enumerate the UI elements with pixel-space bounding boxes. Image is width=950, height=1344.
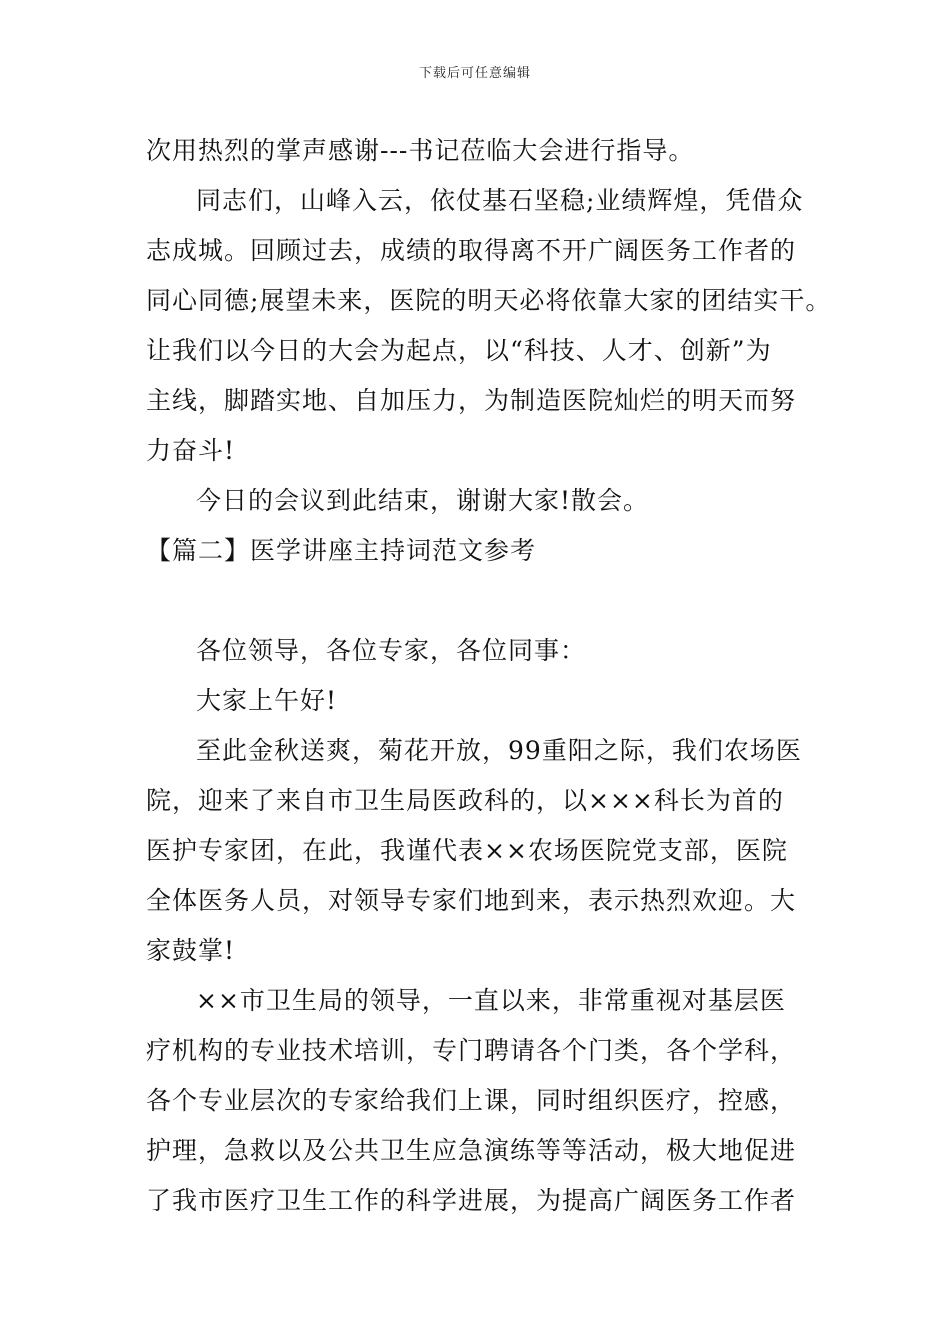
paragraph-line: 力奋斗!: [146, 436, 236, 465]
section-heading: 【篇二】医学讲座主持词范文参考: [146, 536, 537, 565]
paragraph-line: 各位领导，各位专家，各位同事：: [196, 636, 587, 665]
paragraph-line: 志成城。回顾过去，成绩的取得离不开广阔医务工作者的: [146, 236, 797, 265]
paragraph-line: 疗机构的专业技术培训，专门聘请各个门类，各个学科，: [146, 1036, 797, 1065]
paragraph-line: 同志们，山峰入云，依仗基石坚稳;业绩辉煌，凭借众: [196, 186, 804, 215]
paragraph-line: 次用热烈的掌声感谢---书记莅临大会进行指导。: [146, 136, 695, 165]
paragraph-line: 院，迎来了来自市卫生局医政科的，以×××科长为首的: [146, 786, 784, 815]
paragraph-line: 至此金秋送爽，菊花开放，99重阳之际，我们农场医: [196, 736, 802, 765]
paragraph-line: 了我市医疗卫生工作的科学进展，为提高广阔医务工作者: [146, 1186, 797, 1215]
paragraph-line: 各个专业层次的专家给我们上课，同时组织医疗，控感，: [146, 1086, 797, 1115]
paragraph-line: 护理，急救以及公共卫生应急演练等等活动，极大地促进: [146, 1136, 797, 1165]
page-header: 下载后可任意编辑: [418, 66, 531, 81]
paragraph-line: 全体医务人员，对领导专家们地到来，表示热烈欢迎。大: [146, 886, 797, 915]
paragraph-line: 让我们以今日的大会为起点，以“科技、人才、创新”为: [146, 336, 772, 365]
paragraph-line: 主线，脚踏实地、自加压力，为制造医院灿烂的明天而努: [146, 386, 797, 415]
paragraph-line: ××市卫生局的领导，一直以来，非常重视对基层医: [196, 986, 786, 1015]
paragraph-line: 大家上午好!: [196, 686, 338, 715]
paragraph-line: 今日的会议到此结束，谢谢大家!散会。: [196, 486, 650, 515]
paragraph-line: 同心同德;展望未来，医院的明天必将依靠大家的团结实干。: [146, 286, 832, 315]
paragraph-line: 家鼓掌!: [146, 936, 236, 965]
paragraph-line: 医护专家团，在此，我谨代表××农场医院党支部，医院: [146, 836, 788, 865]
